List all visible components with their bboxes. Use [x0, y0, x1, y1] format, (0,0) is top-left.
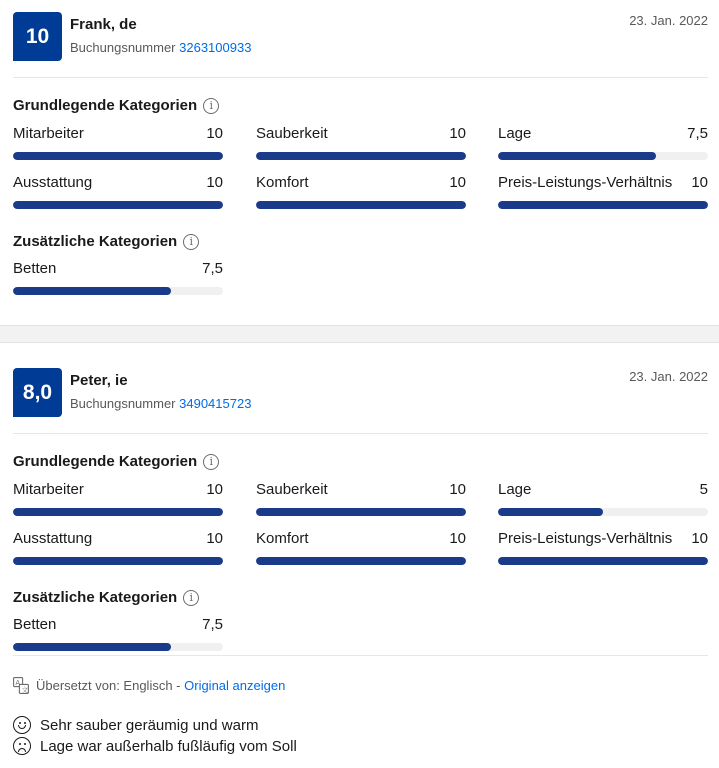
booking-info [70, 40, 251, 55]
score-bar-fill [498, 152, 656, 160]
category-score: 10 [206, 481, 223, 498]
category-ausstattung [13, 530, 223, 565]
category-label: Ausstattung [13, 530, 93, 547]
divider [13, 655, 708, 656]
translation-notice [13, 677, 285, 694]
category-label: Preis-Leistungs-Verhältnis [498, 174, 673, 191]
category-score: 5 [699, 481, 708, 498]
category-preis-leistung [498, 174, 708, 209]
category-label: Komfort [256, 530, 309, 547]
category-score: 7,5 [202, 260, 223, 277]
score-bar-fill [13, 643, 171, 651]
score-bar [13, 643, 223, 651]
category-label: Komfort [256, 174, 309, 191]
score-bar-fill [256, 508, 466, 516]
reviewer-name: Peter, ie [70, 372, 128, 389]
booking-label: Buchungsnummer [70, 396, 176, 411]
score-bar [13, 557, 223, 565]
score-bar [13, 201, 223, 209]
frown-icon [13, 737, 31, 755]
score-badge: 10 [13, 12, 62, 61]
score-bar [498, 508, 708, 516]
category-label: Preis-Leistungs-Verhältnis [498, 530, 673, 547]
review-card [0, 0, 719, 325]
category-sauberkeit [256, 481, 466, 516]
score-bar-fill [498, 557, 708, 565]
translation-prefix: Übersetzt von: Englisch - [36, 678, 185, 693]
reviewer-name: Frank, de [70, 16, 137, 33]
info-icon[interactable]: i [183, 234, 199, 250]
category-sauberkeit [256, 125, 466, 160]
score-bar [13, 287, 223, 295]
category-score: 10 [449, 481, 466, 498]
review-separator [0, 325, 719, 343]
negative-comment [13, 737, 297, 755]
category-lage [498, 481, 708, 516]
score-bar [256, 557, 466, 565]
booking-info [70, 396, 251, 411]
booking-number-link[interactable]: 3263100933 [179, 40, 252, 55]
divider [13, 77, 708, 78]
score-bar [13, 152, 223, 160]
score-bar-fill [13, 152, 223, 160]
svg-text:A: A [15, 679, 21, 687]
divider [13, 433, 708, 434]
category-label: Sauberkeit [256, 481, 328, 498]
category-score: 7,5 [202, 616, 223, 633]
svg-text:文: 文 [21, 686, 29, 694]
category-label: Ausstattung [13, 174, 93, 191]
category-betten [13, 260, 223, 295]
category-label: Sauberkeit [256, 125, 328, 142]
score-bar-fill [13, 201, 223, 209]
smile-icon [13, 716, 31, 734]
category-score: 10 [206, 174, 223, 191]
score-bar-fill [498, 201, 708, 209]
category-label: Lage [498, 125, 532, 142]
info-icon[interactable]: i [203, 454, 219, 470]
score-bar-fill [13, 508, 223, 516]
category-score: 10 [449, 530, 466, 547]
score-bar [498, 557, 708, 565]
category-komfort [256, 530, 466, 565]
extra-categories-title: Zusätzliche Kategorien i [13, 589, 199, 606]
category-score: 10 [449, 174, 466, 191]
translate-icon [13, 677, 29, 694]
category-label: Mitarbeiter [13, 481, 84, 498]
score-bar [256, 152, 466, 160]
score-bar-fill [256, 201, 466, 209]
category-label: Betten [13, 616, 57, 633]
review-card [0, 343, 719, 768]
score-bar-fill [13, 557, 223, 565]
category-label: Lage [498, 481, 532, 498]
score-bar [498, 152, 708, 160]
positive-text: Sehr sauber geräumig und warm [40, 716, 259, 734]
category-mitarbeiter [13, 125, 223, 160]
basic-categories-title: Grundlegende Kategorien i [13, 97, 219, 114]
positive-comment [13, 716, 258, 734]
category-ausstattung [13, 174, 223, 209]
score-badge: 8,0 [13, 368, 62, 417]
booking-label: Buchungsnummer [70, 40, 176, 55]
category-komfort [256, 174, 466, 209]
info-icon[interactable]: i [203, 98, 219, 114]
score-bar-fill [498, 508, 603, 516]
basic-categories-title: Grundlegende Kategorien i [13, 453, 219, 470]
category-score: 10 [206, 530, 223, 547]
review-date: 23. Jan. 2022 [629, 13, 708, 28]
score-bar [13, 508, 223, 516]
booking-number-link[interactable]: 3490415723 [179, 396, 252, 411]
show-original-link[interactable]: Original anzeigen [184, 678, 286, 693]
score-bar [256, 201, 466, 209]
score-bar-fill [256, 152, 466, 160]
score-bar [498, 201, 708, 209]
category-score: 10 [449, 125, 466, 142]
category-preis-leistung [498, 530, 708, 565]
score-bar-fill [256, 557, 466, 565]
category-label: Betten [13, 260, 57, 277]
category-score: 10 [206, 125, 223, 142]
extra-categories-title: Zusätzliche Kategorien i [13, 233, 199, 250]
category-label: Mitarbeiter [13, 125, 84, 142]
category-mitarbeiter [13, 481, 223, 516]
negative-text: Lage war außerhalb fußläufig vom Soll [40, 737, 297, 755]
category-betten [13, 616, 223, 651]
score-bar [256, 508, 466, 516]
score-bar-fill [13, 287, 171, 295]
category-score: 10 [691, 530, 708, 547]
category-score: 7,5 [687, 125, 708, 142]
review-date: 23. Jan. 2022 [629, 369, 708, 384]
category-lage [498, 125, 708, 160]
category-score: 10 [691, 174, 708, 191]
info-icon[interactable]: i [183, 590, 199, 606]
